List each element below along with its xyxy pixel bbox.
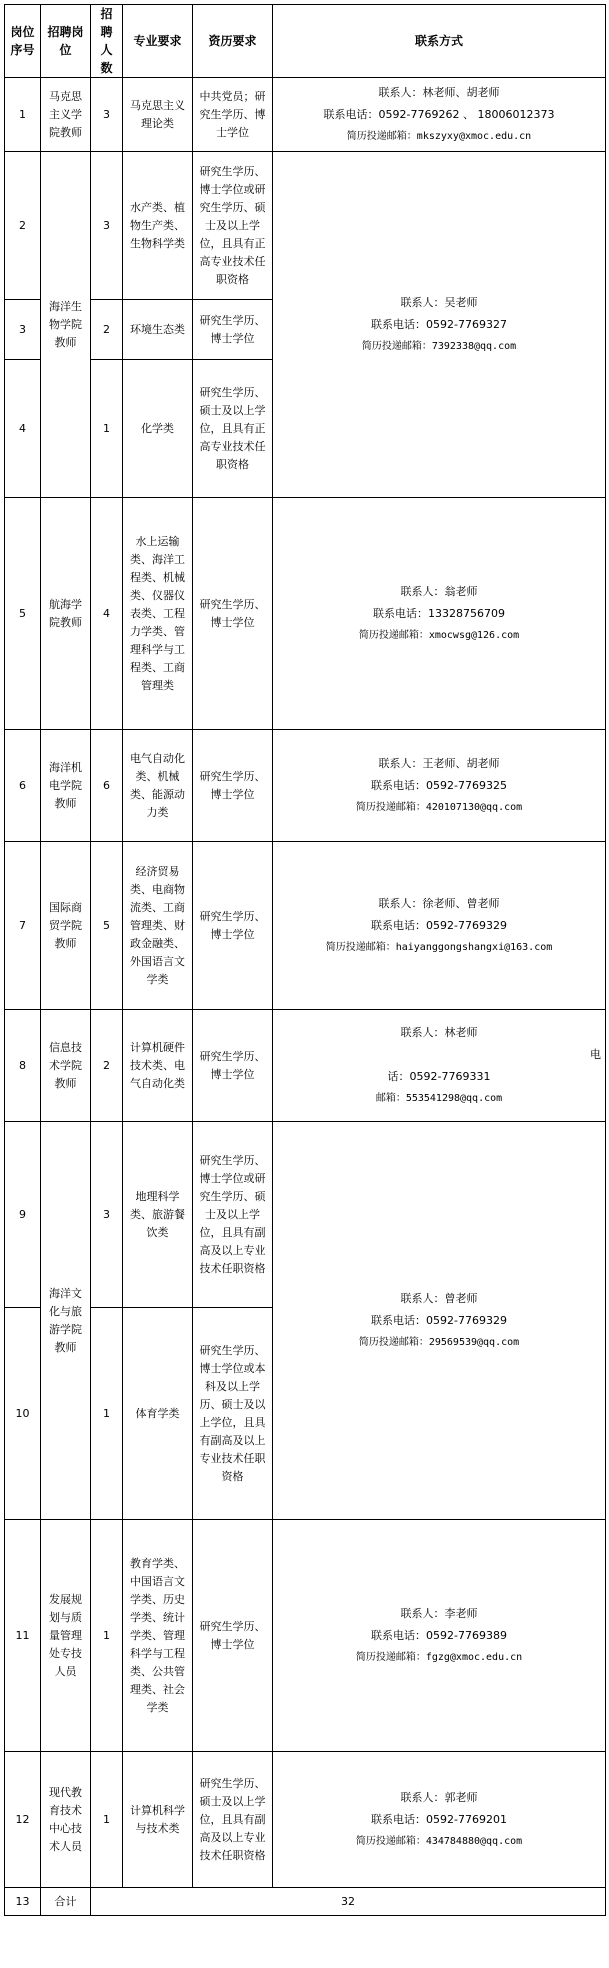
seq-cell: 9 <box>5 1122 41 1308</box>
contact-email: 简历投递邮箱：mkszyxy@xmoc.edu.cn <box>346 130 532 142</box>
header-position: 招聘岗位 <box>41 5 91 78</box>
seq-cell: 7 <box>5 842 41 1010</box>
major-cell: 水产类、植物生产类、生物科学类 <box>123 152 193 300</box>
contact-cell <box>273 1752 606 1888</box>
major-cell: 环境生态类 <box>123 300 193 360</box>
contact-email: 简历投递邮箱：xmocwsg@126.com <box>358 629 520 641</box>
education-cell: 研究生学历、博士学位 <box>193 1010 273 1122</box>
header-seq: 岗位序号 <box>5 5 41 78</box>
position-cell: 海洋机电学院教师 <box>41 730 91 842</box>
education-cell: 研究生学历、博士学位 <box>193 498 273 730</box>
major-cell: 计算机硬件技术类、电气自动化类 <box>123 1010 193 1122</box>
contact-email: 简历投递邮箱：29569539@qq.com <box>358 1336 520 1348</box>
contact-email: 简历投递邮箱：420107130@qq.com <box>355 801 523 813</box>
contact-cell <box>273 498 606 730</box>
contact-phone: 联系电话：0592-7769329 <box>371 1313 507 1327</box>
total-label: 合计 <box>41 1888 91 1916</box>
table-row <box>5 1010 606 1122</box>
education-cell: 研究生学历、硕士及以上学位，且具有副高及以上专业技术任职资格 <box>193 1752 273 1888</box>
contact-cell <box>273 1010 606 1122</box>
header-education: 资历要求 <box>193 5 273 78</box>
count-cell: 1 <box>91 1752 123 1888</box>
table-row <box>5 498 606 730</box>
contact-cell <box>273 1520 606 1752</box>
seq-cell: 10 <box>5 1308 41 1520</box>
education-cell: 研究生学历、博士学位 <box>193 730 273 842</box>
table-row <box>5 842 606 1010</box>
table-row <box>5 730 606 842</box>
count-cell: 2 <box>91 1010 123 1122</box>
seq-cell: 4 <box>5 360 41 498</box>
position-cell: 信息技术学院教师 <box>41 1010 91 1122</box>
contact-email: 简历投递邮箱：fgzg@xmoc.edu.cn <box>355 1651 523 1663</box>
count-cell: 1 <box>91 1520 123 1752</box>
table-row <box>5 152 606 300</box>
contact-person: 联系人：王老师、胡老师 <box>378 756 500 770</box>
position-cell: 国际商贸学院教师 <box>41 842 91 1010</box>
contact-email: 简历投递邮箱：434784880@qq.com <box>355 1835 523 1847</box>
header-major: 专业要求 <box>123 5 193 78</box>
position-cell: 发展规划与质量管理处专技人员 <box>41 1520 91 1752</box>
education-cell: 中共党员；研究生学历、博士学位 <box>193 78 273 152</box>
contact-phone: 联系电话：0592-7769201 <box>371 1812 507 1826</box>
contact-person: 联系人：吴老师 <box>400 295 478 309</box>
count-cell: 3 <box>91 78 123 152</box>
major-cell: 计算机科学与技术类 <box>123 1752 193 1888</box>
total-row <box>5 1888 606 1916</box>
contact-phone: 联系电话：0592-7769262 、 18006012373 <box>323 107 555 121</box>
seq-cell: 11 <box>5 1520 41 1752</box>
contact-cell <box>273 730 606 842</box>
contact-person: 联系人：郭老师 <box>400 1790 478 1804</box>
major-cell: 电气自动化类、机械类、能源动力类 <box>123 730 193 842</box>
header-contact: 联系方式 <box>273 5 606 78</box>
contact-phone: 联系电话：0592-7769329 <box>371 918 507 932</box>
major-cell: 马克思主义理论类 <box>123 78 193 152</box>
seq-cell: 8 <box>5 1010 41 1122</box>
header-count: 招聘人数 <box>91 5 123 78</box>
contact-email: 简历投递邮箱：7392338@qq.com <box>361 340 517 352</box>
position-cell: 海洋生物学院教师 <box>41 152 91 498</box>
major-cell: 经济贸易类、电商物流类、工商管理类、财政金融类、外国语言文学类 <box>123 842 193 1010</box>
contact-cell <box>273 1122 606 1520</box>
table-row <box>5 1122 606 1308</box>
position-cell: 航海学院教师 <box>41 498 91 730</box>
education-cell: 研究生学历、博士学位 <box>193 1520 273 1752</box>
contact-person: 联系人：林老师 <box>400 1025 478 1039</box>
contact-email: 简历投递邮箱：haiyanggongshangxi@163.com <box>325 941 553 953</box>
seq-cell: 2 <box>5 152 41 300</box>
contact-email: 邮箱：553541298@qq.com <box>375 1092 503 1104</box>
count-cell: 1 <box>91 360 123 498</box>
contact-phone: 联系电话：0592-7769389 <box>371 1628 507 1642</box>
position-cell: 马克思主义学院教师 <box>41 78 91 152</box>
major-cell: 地理科学类、旅游餐饮类 <box>123 1122 193 1308</box>
contact-cell <box>273 78 606 152</box>
contact-person: 联系人：徐老师、曾老师 <box>378 896 500 910</box>
education-cell: 研究生学历、博士学位或研究生学历、硕士及以上学位，且具有副高及以上专业技术任职资格 <box>193 1122 273 1308</box>
table-row <box>5 1520 606 1752</box>
count-cell: 2 <box>91 300 123 360</box>
major-cell: 水上运输类、海洋工程类、机械类、仪器仪表类、工程力学类、管理科学与工程类、工商管理类 <box>123 498 193 730</box>
count-cell: 4 <box>91 498 123 730</box>
contact-person: 联系人：李老师 <box>400 1606 478 1620</box>
education-cell: 研究生学历、博士学位或本科及以上学历、硕士及以上学位，且具有副高及以上专业技术任职资格 <box>193 1308 273 1520</box>
seq-cell: 13 <box>5 1888 41 1916</box>
education-cell: 研究生学历、博士学位 <box>193 842 273 1010</box>
major-cell: 化学类 <box>123 360 193 498</box>
education-cell: 研究生学历、硕士及以上学位，且具有正高专业技术任职资格 <box>193 360 273 498</box>
contact-phone: 联系电话：0592-7769327 <box>371 317 507 331</box>
seq-cell: 6 <box>5 730 41 842</box>
education-cell: 研究生学历、博士学位 <box>193 300 273 360</box>
contact-phone: 联系电话：0592-7769325 <box>371 778 507 792</box>
position-cell: 海洋文化与旅游学院教师 <box>41 1122 91 1520</box>
table-row <box>5 78 606 152</box>
contact-person: 联系人：林老师、胡老师 <box>378 85 500 99</box>
contact-cell <box>273 152 606 498</box>
education-cell: 研究生学历、博士学位或研究生学历、硕士及以上学位，且具有正高专业技术任职资格 <box>193 152 273 300</box>
table-row <box>5 1752 606 1888</box>
count-cell: 5 <box>91 842 123 1010</box>
count-cell: 3 <box>91 1122 123 1308</box>
count-cell: 1 <box>91 1308 123 1520</box>
header-row <box>5 5 606 78</box>
count-cell: 3 <box>91 152 123 300</box>
contact-phone: 话：0592-7769331 <box>387 1069 491 1083</box>
count-cell: 6 <box>91 730 123 842</box>
contact-phone: 联系电话：13328756709 <box>373 606 505 620</box>
contact-person: 联系人：曾老师 <box>400 1291 478 1305</box>
seq-cell: 5 <box>5 498 41 730</box>
contact-person: 联系人：翁老师 <box>400 584 478 598</box>
seq-cell: 3 <box>5 300 41 360</box>
total-value: 32 <box>91 1888 606 1916</box>
major-cell: 体育学类 <box>123 1308 193 1520</box>
position-cell: 现代教育技术中心技术人员 <box>41 1752 91 1888</box>
contact-cell <box>273 842 606 1010</box>
major-cell: 教育学类、中国语言文学类、历史学类、统计学类、管理科学与工程类、公共管理类、社会学类 <box>123 1520 193 1752</box>
seq-cell: 12 <box>5 1752 41 1888</box>
seq-cell: 1 <box>5 78 41 152</box>
contact-phone-prefix: 电 <box>590 1047 601 1061</box>
recruitment-table <box>4 4 606 1916</box>
